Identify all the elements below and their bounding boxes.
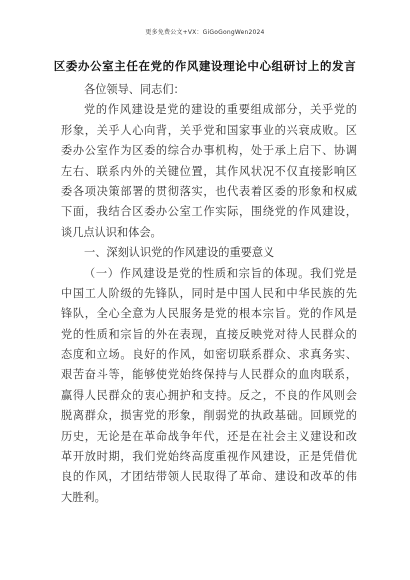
paragraph-line: 态度和立场。良好的作风，如密切联系群众、求真务实、 — [61, 348, 357, 362]
paragraph-line: 谈几点认识和体会。 — [61, 225, 162, 239]
paragraph-line: 历史，无论是在革命战争年代，还是在社会主义建设和改 — [61, 429, 357, 443]
paragraph-line: 党的性质和宗旨的外在表现，直接反映党对待人民群众的 — [61, 327, 357, 341]
header-note: 更多免费公文+VX：GiGoGongWen2024 — [145, 29, 265, 36]
document-title: 区委办公室主任在党的作风建设理论中心组研讨上的发言 — [53, 59, 357, 73]
paragraph-list — [61, 100, 357, 508]
paragraph-line: 赢得人民群众的衷心拥护和支持。反之，不良的作风则会 — [61, 388, 357, 402]
paragraph — [61, 243, 357, 263]
paragraph-line: 委各项决策部署的贯彻落实，也代表着区委的形象和权威 — [61, 184, 357, 198]
paragraph-line: 脱离群众，损害党的形象，削弱党的执政基础。回顾党的 — [61, 409, 357, 423]
paragraph-line: 革开放时期，我们党始终高度重视作风建设，正是凭借优 — [61, 450, 357, 464]
paragraph-line: 形象，关乎人心向背，关乎党和国家事业的兴衰成败。区 — [61, 123, 357, 137]
paragraph-line: 锋队，全心全意为人民服务是党的根本宗旨。党的作风是 — [61, 307, 357, 321]
paragraph-line: 党的作风建设是党的建设的重要组成部分，关乎党的 — [84, 103, 357, 117]
paragraph-line: 大胜利。 — [61, 490, 106, 504]
paragraph-line: 中国工人阶级的先锋队，同时是中国人民和中华民族的先 — [61, 286, 357, 300]
paragraph-line: 下面，我结合区委办公室工作实际，围绕党的作风建设， — [61, 205, 357, 219]
paragraph — [61, 264, 357, 509]
document-body — [61, 80, 357, 508]
paragraph-line: 左右、联系内外的关键位置，其作风状况不仅直接影响区 — [61, 164, 357, 178]
salutation: 各位领导、同志们： — [84, 83, 185, 96]
paragraph-line: 艰苦奋斗等，能够使党始终保持与人民群众的血肉联系， — [61, 368, 357, 382]
paragraph-line: （一）作风建设是党的性质和宗旨的体现。我们党是 — [84, 266, 357, 280]
paragraph-line: 良的作风，才团结带领人民取得了革命、建设和改革的伟 — [61, 470, 357, 484]
paragraph — [61, 100, 357, 243]
paragraph-line: 一、深刻认识党的作风建设的重要意义 — [84, 246, 275, 260]
paragraph-line: 委办公室作为区委的综合办事机构，处于承上启下、协调 — [61, 144, 357, 158]
